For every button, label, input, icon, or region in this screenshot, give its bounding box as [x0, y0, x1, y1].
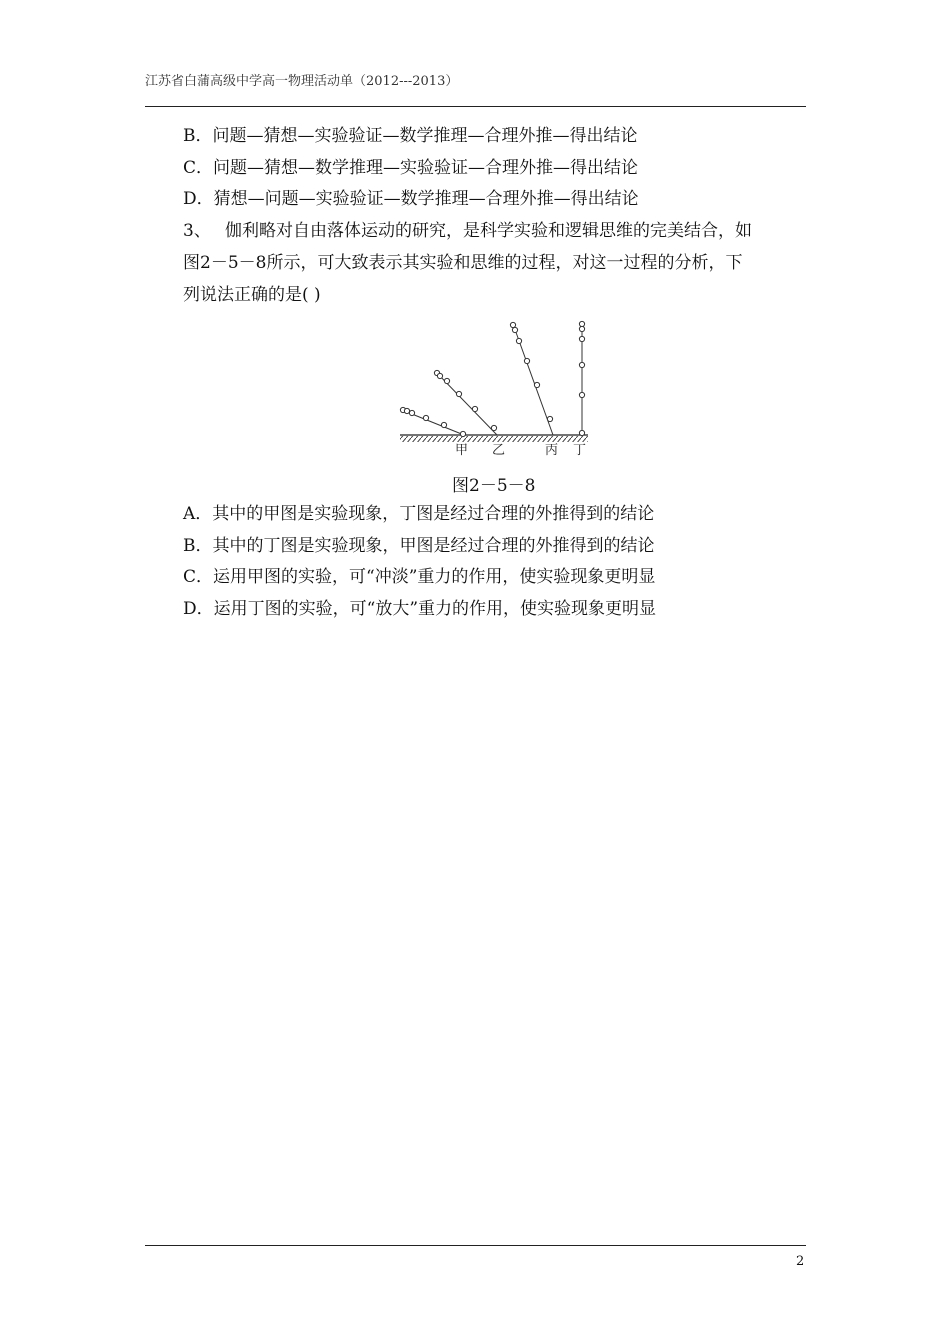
label-yi: 乙 — [492, 443, 506, 458]
option-a: A．其中的甲图是实验现象，丁图是经过合理的外推得到的结论 — [183, 504, 655, 524]
balls-bing — [510, 322, 552, 421]
option-b-prev: B．问题—猜想—实验验证—数学推理—合理外推—得出结论 — [183, 126, 638, 146]
option-d: D．运用丁图的实验，可“放大”重力的作用，使实验现象更明显 — [183, 599, 657, 619]
option-b: B．其中的丁图是实验现象，甲图是经过合理的外推得到的结论 — [183, 536, 655, 556]
option-d-prev: D．猜想—问题—实验验证—数学推理—合理外推—得出结论 — [183, 189, 639, 209]
question-3-line-2: 图2－5－8所示，可大致表示其实验和思维的过程，对这一过程的分析，下 — [183, 253, 743, 273]
label-bing: 丙 — [545, 443, 559, 458]
question-text-1: 伽利略对自由落体运动的研究，是科学实验和逻辑思维的完美结合，如 — [225, 221, 752, 241]
option-c: C．运用甲图的实验，可“冲淡”重力的作用，使实验现象更明显 — [183, 567, 656, 587]
question-3-line-3: 列说法正确的是( ) — [183, 285, 321, 305]
question-3-line-1 — [183, 221, 752, 241]
footer-divider — [145, 1245, 806, 1246]
figure-caption: 图2－5－8 — [452, 476, 536, 496]
page-header: 江苏省白蒲高级中学高一物理活动单（2012---2013） — [145, 74, 459, 89]
label-ding: 丁 — [573, 443, 587, 458]
option-c-prev: C．问题—猜想—数学推理—实验验证—合理外推—得出结论 — [183, 158, 639, 178]
galileo-incline-figure — [396, 318, 596, 468]
ground-hatch — [400, 436, 588, 442]
page-number: 2 — [796, 1254, 805, 1269]
label-jia: 甲 — [455, 443, 469, 458]
header-divider — [145, 106, 806, 107]
question-number: 3、 — [183, 221, 211, 241]
